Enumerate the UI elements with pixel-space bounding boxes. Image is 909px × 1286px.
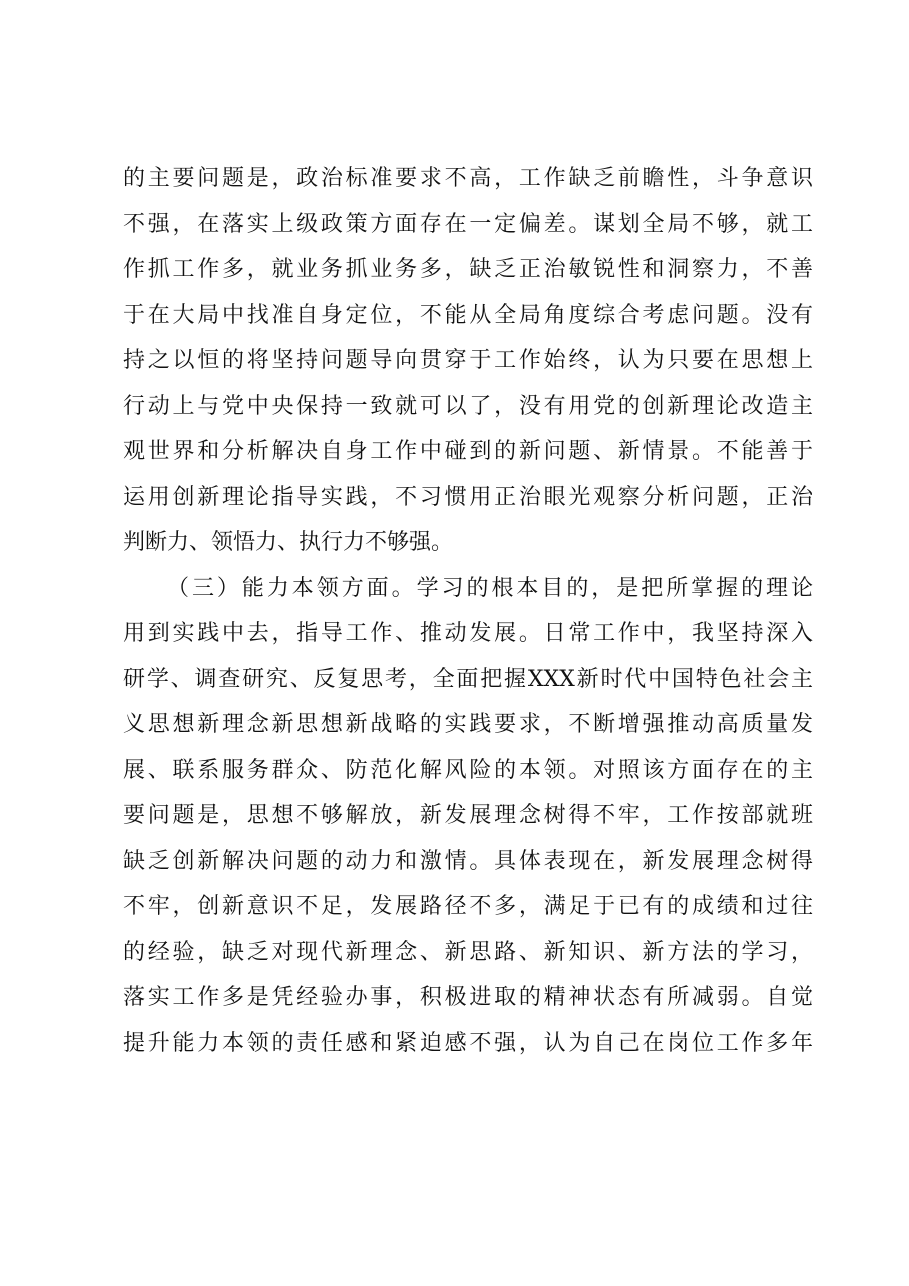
text-line-2: 不强，在落实上级政策方面存在一定偏差。谋划全局不够，就工 [123,211,813,237]
text-line-5: 持之以恒的将坚持问题导向贯穿于工作始终，认为只要在思想上 [123,348,813,373]
text-line-16: 缺乏创新解决问题的动力和激情。具体表现在，新发展理念树得 [123,848,813,874]
text-line-4: 于在大局中找准自身定位，不能从全局角度综合考虑问题。没有 [123,302,813,328]
text-line-15: 要问题是，思想不够解放，新发展理念树得不牢，工作按部就班 [123,803,813,828]
text-line-6: 行动上与党中央保持一致就可以了，没有用党的创新理论改造主 [123,393,813,419]
text-line-19: 落实工作多是凭经验办事，积极进取的精神状态有所减弱。自觉 [123,985,813,1010]
text-line-13: 义思想新理念新思想新战略的实践要求，不断增强推动高质量发 [123,712,813,737]
text-line-8: 运用创新理论指导实践，不习惯用正治眼光观察分析问题，正治 [123,484,813,510]
text-line-14: 展、联系服务群众、防范化解风险的本领。对照该方面存在的主 [123,757,813,783]
text-line-1: 的主要问题是，政治标准要求不高，工作缺乏前瞻性，斗争意识 [123,166,813,191]
text-line-11: 用到实践中去，指导工作、推动发展。日常工作中，我坚持深入 [123,621,813,646]
text-line-7: 观世界和分析解决自身工作中碰到的新问题、新情景。不能善于 [123,439,813,464]
document-body [123,156,813,1066]
text-line-17: 不牢，创新意识不足，发展路径不多，满足于已有的成绩和过往 [123,894,813,919]
text-line-3: 作抓工作多，就业务抓业务多，缺乏正治敏锐性和洞察力，不善 [123,257,813,282]
text-line-12: 研学、调查研究、反复思考，全面把握XXX新时代中国特色社会主 [123,666,813,692]
text-line-20: 提升能力本领的责任感和紧迫感不强，认为自己在岗位工作多年 [123,1030,813,1056]
text-line-18: 的经验，缺乏对现代新理念、新思路、新知识、新方法的学习， [123,939,813,965]
section-heading-line: （三）能力本领方面。学习的根本目的，是把所掌握的理论 [167,575,813,601]
text-line-9-paragraph-end: 判断力、领悟力、执行力不够强。 [123,530,454,555]
